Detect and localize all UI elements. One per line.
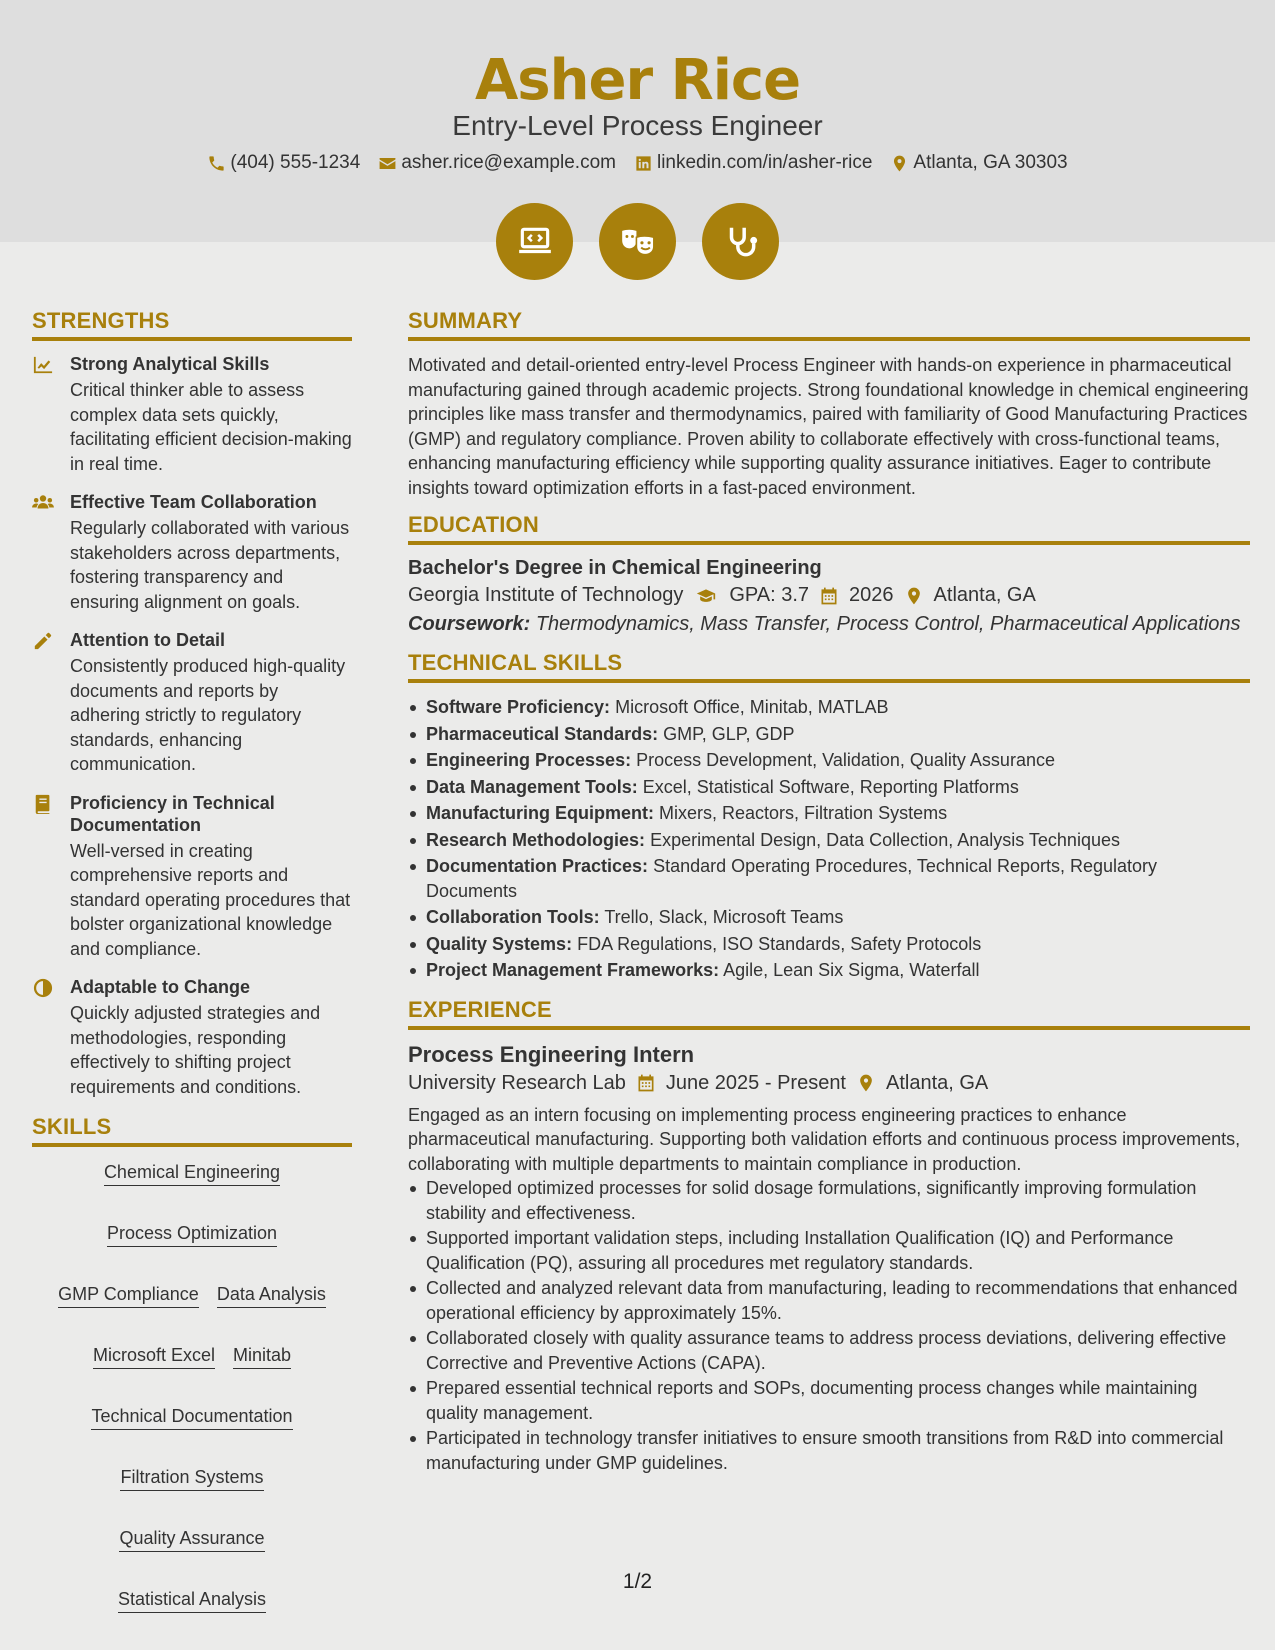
tech-skill-value: Mixers, Reactors, Filtration Systems bbox=[659, 803, 948, 823]
strength-text: Regularly collaborated with various stakeholders across departments, fostering transparency and ensuring alignment on goals. bbox=[70, 518, 350, 612]
candidate-name: Asher Rice bbox=[474, 48, 801, 113]
map-marker-icon bbox=[856, 1073, 876, 1093]
tech-skill-item bbox=[408, 775, 1250, 800]
phone-icon bbox=[207, 154, 226, 173]
tech-skill-value: Agile, Lean Six Sigma, Waterfall bbox=[723, 960, 980, 980]
strength-title: Proficiency in Technical Documentation bbox=[70, 792, 275, 835]
summary-text: Motivated and detail-oriented entry-level Process Engineer with hands-on experience in pharmaceutical manufacturing gained through academic projects. Strong foundational knowledge in chemical engineering principles like mass transfer and thermodynamics, paired with familiarity of Good Manufacturing Practices (GMP) and regulatory compliance. Proven ability to collaborate effectively with cross-functional teams, enhancing manufacturing efficiency while supporting quality assurance initiatives. Eager to contribute insights toward optimization efforts in a fast-paced environment. bbox=[408, 355, 1249, 498]
strength-title: Attention to Detail bbox=[70, 630, 225, 650]
tech-skill-item bbox=[408, 695, 1250, 720]
linkedin-text[interactable]: linkedin.com/in/asher-rice bbox=[656, 152, 873, 173]
job-location: Atlanta, GA bbox=[886, 1071, 989, 1094]
book-icon bbox=[32, 794, 54, 814]
skill-tag: Technical Documentation bbox=[91, 1405, 292, 1430]
linkedin-icon bbox=[634, 154, 653, 173]
strength-text: Quickly adjusted strategies and methodologies, responding effectively to shifting project requirements and conditions. bbox=[70, 1003, 321, 1097]
contact-phone bbox=[207, 152, 360, 174]
stethoscope-badge bbox=[702, 203, 779, 280]
job-bullets bbox=[408, 1176, 1250, 1475]
degree-title: Bachelor's Degree in Chemical Engineering bbox=[408, 557, 822, 579]
job-bullet: Collected and analyzed relevant data from manufacturing, leading to recommendations that enhanced operational efficiency by approximately 15%. bbox=[408, 1276, 1250, 1325]
education-heading: EDUCATION bbox=[408, 512, 1250, 545]
skill-tag: GMP Compliance bbox=[58, 1283, 199, 1308]
strength-item bbox=[32, 976, 352, 1099]
phone-text: (404) 555-1234 bbox=[230, 152, 361, 173]
school-name: Georgia Institute of Technology bbox=[408, 584, 684, 606]
tech-skill-label: Quality Systems: bbox=[426, 933, 573, 954]
job-bullet: Collaborated closely with quality assurance teams to address process deviations, delivering effective Corrective and Preventive Actions (CAPA). bbox=[408, 1326, 1250, 1375]
tech-skill-value: GMP, GLP, GDP bbox=[663, 723, 795, 744]
job-bullet: Supported important validation steps, including Installation Qualification (IQ) and Performance Qualification (PQ), assuring all procedures met regulatory standards. bbox=[408, 1226, 1250, 1275]
calendar-icon bbox=[819, 586, 839, 606]
laptop-code-icon bbox=[516, 223, 554, 261]
tech-skill-item bbox=[408, 801, 1250, 826]
summary-heading: SUMMARY bbox=[408, 308, 1250, 341]
skill-tag: Quality Assurance bbox=[119, 1527, 264, 1552]
contact-bar bbox=[0, 152, 1275, 174]
tech-skill-item bbox=[408, 748, 1250, 773]
tech-skill-item bbox=[408, 828, 1250, 853]
job-bullet: Developed optimized processes for solid dosage formulations, significantly improving formulation stability and effectiveness. bbox=[408, 1176, 1250, 1225]
users-icon bbox=[32, 493, 54, 513]
email-text[interactable]: asher.rice@example.com bbox=[401, 152, 616, 173]
skill-tag: Statistical Analysis bbox=[118, 1588, 266, 1613]
tech-skill-value: Process Development, Validation, Quality Assurance bbox=[636, 750, 1055, 770]
laptop-code-badge bbox=[496, 203, 573, 280]
map-marker-icon bbox=[904, 586, 924, 606]
tech-skill-value: Excel, Statistical Software, Reporting Platforms bbox=[642, 776, 1019, 797]
strength-title: Effective Team Collaboration bbox=[70, 492, 317, 512]
strength-text: Well-versed in creating comprehensive reports and standard operating procedures that bolster organizational knowledge and compliance. bbox=[70, 840, 351, 959]
right-column bbox=[408, 308, 1250, 1476]
graduation-cap-icon bbox=[693, 586, 719, 606]
tech-skill-label: Data Management Tools: bbox=[426, 776, 638, 797]
skill-tag: Microsoft Excel bbox=[93, 1344, 215, 1369]
theater-masks-badge bbox=[599, 203, 676, 280]
strength-title: Strong Analytical Skills bbox=[70, 354, 270, 374]
strength-item bbox=[32, 792, 352, 962]
skill-tag: Process Optimization bbox=[107, 1222, 277, 1247]
pencil-icon bbox=[32, 631, 54, 651]
tech-skill-label: Research Methodologies: bbox=[426, 829, 646, 850]
contact-email[interactable] bbox=[378, 152, 616, 174]
skill-tag: Filtration Systems bbox=[120, 1466, 263, 1491]
graduation-year: 2026 bbox=[849, 584, 894, 606]
tech-skill-label: Software Proficiency: bbox=[426, 697, 611, 717]
job-role-title: Process Engineering Intern bbox=[408, 1041, 695, 1067]
tech-skill-label: Documentation Practices: bbox=[426, 856, 649, 876]
page-number: 1/2 bbox=[622, 1570, 653, 1593]
interest-badges bbox=[0, 203, 1275, 280]
technical-skills-list bbox=[408, 695, 1250, 983]
theater-masks-icon bbox=[619, 223, 657, 261]
skill-tag: Chemical Engineering bbox=[104, 1161, 280, 1186]
tech-skill-item bbox=[408, 958, 1250, 983]
contact-location bbox=[890, 152, 1067, 174]
contact-linkedin[interactable] bbox=[634, 152, 872, 174]
strengths-heading: STRENGTHS bbox=[32, 308, 352, 341]
education-meta bbox=[408, 584, 1250, 607]
location-text: Atlanta, GA 30303 bbox=[913, 152, 1068, 173]
envelope-icon bbox=[378, 154, 397, 173]
map-marker-icon bbox=[890, 154, 909, 173]
left-column bbox=[32, 308, 352, 1615]
tech-skill-label: Project Management Frameworks: bbox=[426, 960, 720, 980]
strength-text: Critical thinker able to assess complex data sets quickly, facilitating efficient decision-making in real time. bbox=[70, 380, 352, 474]
tech-skill-value: Standard Operating Procedures, Technical Reports, Regulatory Documents bbox=[426, 856, 1158, 901]
job-meta bbox=[408, 1072, 1250, 1095]
tech-skill-item bbox=[408, 905, 1250, 930]
job-dates: June 2025 - Present bbox=[665, 1071, 846, 1094]
tech-skill-value: Experimental Design, Data Collection, Analysis Techniques bbox=[650, 829, 1120, 850]
tech-skill-value: FDA Regulations, ISO Standards, Safety Protocols bbox=[577, 933, 982, 954]
tech-skill-label: Engineering Processes: bbox=[426, 750, 632, 770]
skill-tag: Data Analysis bbox=[217, 1283, 326, 1308]
job-org: University Research Lab bbox=[408, 1071, 626, 1094]
strength-item bbox=[32, 353, 352, 476]
strength-item bbox=[32, 629, 352, 777]
tech-skill-value: Microsoft Office, Minitab, MATLAB bbox=[615, 697, 889, 717]
tech-skill-label: Manufacturing Equipment: bbox=[426, 803, 654, 823]
tech-skill-value: Trello, Slack, Microsoft Teams bbox=[604, 907, 844, 927]
skills-list bbox=[32, 1159, 352, 1615]
tech-skill-label: Collaboration Tools: bbox=[426, 907, 600, 927]
tech-skill-label: Pharmaceutical Standards: bbox=[426, 723, 659, 744]
job-bullet: Participated in technology transfer initiatives to ensure smooth transitions from R&D into commercial manufacturing under GMP guidelines. bbox=[408, 1426, 1250, 1475]
tech-skill-item bbox=[408, 854, 1250, 903]
strength-text: Consistently produced high-quality documents and reports by adhering strictly to regulatory standards, enhancing communication. bbox=[70, 656, 346, 774]
skill-tag: Minitab bbox=[233, 1344, 291, 1369]
job-title-heading: Entry-Level Process Engineer bbox=[452, 110, 823, 141]
experience-heading: EXPERIENCE bbox=[408, 997, 1250, 1030]
chart-line-icon bbox=[32, 355, 54, 375]
strength-title: Adaptable to Change bbox=[70, 977, 251, 997]
tech-skill-item bbox=[408, 722, 1250, 747]
stethoscope-icon bbox=[722, 223, 760, 261]
skills-heading: SKILLS bbox=[32, 1114, 352, 1147]
adjust-icon bbox=[32, 978, 54, 998]
coursework-text: Thermodynamics, Mass Transfer, Process Control, Pharmaceutical Applications bbox=[535, 613, 1241, 635]
strengths-list bbox=[32, 353, 352, 1099]
calendar-icon bbox=[636, 1073, 656, 1093]
tech-skill-item bbox=[408, 932, 1250, 957]
education-location: Atlanta, GA bbox=[933, 584, 1036, 606]
job-bullet: Prepared essential technical reports and SOPs, documenting process changes while maintaining quality management. bbox=[408, 1376, 1250, 1425]
job-description: Engaged as an intern focusing on implementing process engineering practices to enhance pharmaceutical manufacturing. Supporting both validation efforts and continuous process improvements, collaborating with multiple departments to maintain compliance in production. bbox=[408, 1104, 1241, 1174]
coursework-line bbox=[408, 613, 1250, 636]
coursework-label: Coursework: bbox=[408, 613, 531, 635]
strength-item bbox=[32, 491, 352, 614]
technical-skills-heading: TECHNICAL SKILLS bbox=[408, 650, 1250, 683]
gpa-text: GPA: 3.7 bbox=[729, 584, 810, 606]
